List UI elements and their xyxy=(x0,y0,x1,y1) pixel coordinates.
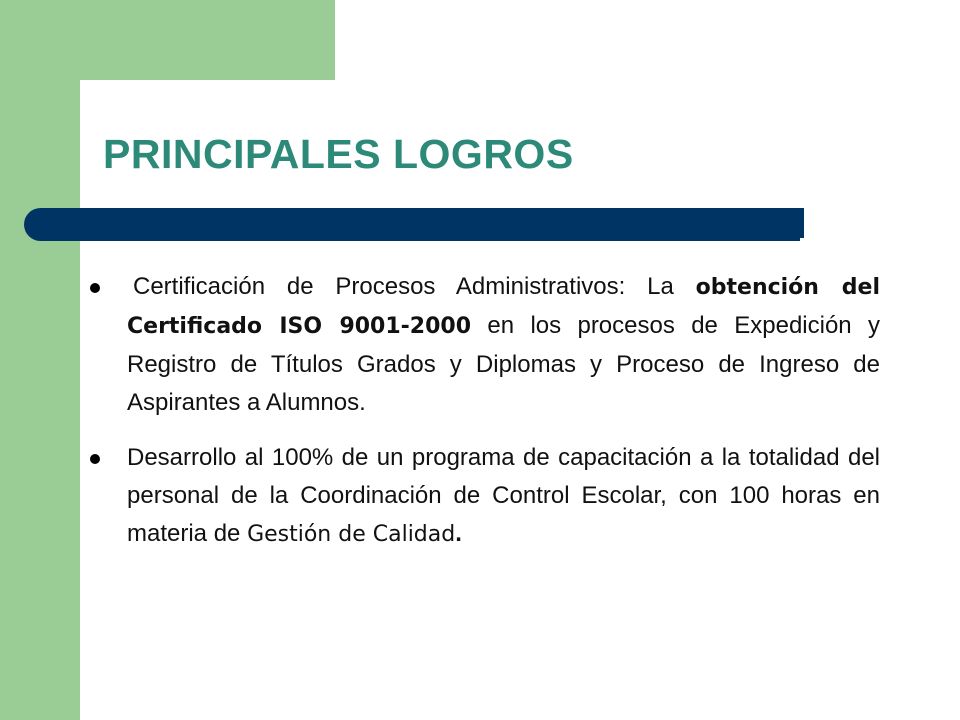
bullet-text-end: en los procesos de Expedición y Registro de Títulos Grados y Diplomas y Proceso de Ingreso de Aspirantes a Alumnos. xyxy=(127,312,881,416)
title-underline-end xyxy=(800,208,804,238)
bullet-dot-icon xyxy=(90,283,100,293)
slide-title: PRINCIPALES LOGROS xyxy=(103,131,574,177)
title-underline-bar xyxy=(24,208,800,241)
left-green-band xyxy=(0,0,80,720)
bullet-text-tail: Gestión de Calidad xyxy=(247,522,456,547)
bullet-dot-icon xyxy=(90,454,100,464)
bullet-item-certification xyxy=(90,268,880,422)
bullet-text-bold: obtención del Certificado ISO 9001-2000 xyxy=(127,275,880,339)
bullet-list xyxy=(90,268,880,571)
bullet-text-start: Certificación de Procesos Administrativos: La xyxy=(133,273,696,300)
bullet-item-training xyxy=(90,439,880,554)
bullet-text-period: . xyxy=(455,520,462,547)
top-green-band xyxy=(0,0,335,80)
bullet-text-start: Desarrollo al 100% de un programa de capacitación a la totalidad del personal de la Coordinación de Control Escolar, con 100 horas en materia de xyxy=(127,444,880,547)
